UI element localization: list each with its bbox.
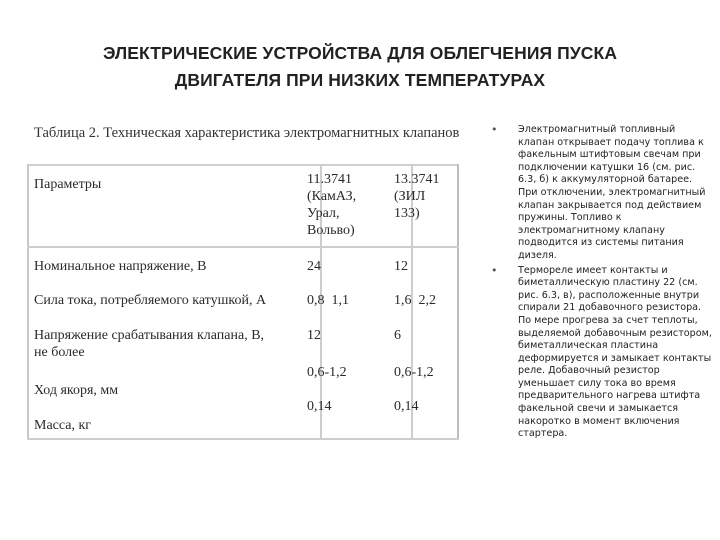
row-voltage-param: Номинальное напряжение, В xyxy=(34,259,207,274)
row-current-param: Сила тока, потребляемого катушкой, А xyxy=(34,293,267,308)
bullet-list xyxy=(488,124,713,443)
header-model-1-line: Вольво) xyxy=(307,223,355,238)
row-voltage-v1: 24 xyxy=(307,259,321,274)
row-trigger-param-line: не более xyxy=(34,345,85,360)
row-trigger-v1: 12 xyxy=(307,328,321,343)
header-model-1-line: 11.3741 xyxy=(307,172,352,187)
header-model-2 xyxy=(394,171,440,222)
row-trigger-param xyxy=(34,327,264,361)
table-right-edge xyxy=(457,164,459,440)
row-stroke-v2: 0,6-1,2 xyxy=(394,365,434,380)
bullet-item-fuel-valve xyxy=(488,124,713,263)
slide-title xyxy=(40,40,680,94)
row-voltage-v2: 12 xyxy=(394,259,408,274)
header-model-1-line: Урал, xyxy=(307,206,340,221)
table-caption: Таблица 2. Техническая характеристика электромагнитных клапанов xyxy=(34,125,460,141)
row-trigger-v2: 6 xyxy=(394,328,401,343)
bullet-text: Электромагнитный топливный клапан открывает подачу топлива к факельным штифтовым свечам при подключении катушки 16 (см. рис. 6.3, б) к аккумуляторной батарее. При отключении, электромагнитный клапан закрывается под действием пружины. Топливо к электромагнитному клапану подводится из системы питания дизеля. xyxy=(518,124,706,261)
row-stroke-v1: 0,6-1,2 xyxy=(307,365,347,380)
row-mass-v1: 0,14 xyxy=(307,399,332,414)
bullet-text: Термореле имеет контакты и биметаллическую пластину 22 (см. рис. 6.3, в), расположенные внутри спирали 21 добавочного резистора. По мере прогрева за счет теплоты, выделяемой добавочным резистором, биметаллическая пластина деформируется и замыкает контакты реле. Добавочный резистор уменьшает силу тока во время предварительного нагрева штифта факельной свечи и замыкается накоротко в момент включения стартера. xyxy=(518,264,712,440)
header-model-2-line: (ЗИЛ xyxy=(394,189,426,204)
row-trigger-param-line: Напряжение срабатывания клапана, В, xyxy=(34,328,265,343)
row-mass-v2: 0,14 xyxy=(394,399,419,414)
header-model-2-line: 13.3741 xyxy=(394,172,440,187)
bullet-dot: • xyxy=(491,263,498,277)
table-bottom-edge xyxy=(27,438,459,440)
table-header-divider xyxy=(27,246,459,248)
row-mass-param: Масса, кг xyxy=(34,418,92,433)
header-model-2-line: 133) xyxy=(394,206,420,221)
row-current-v2: 1,6 2,2 xyxy=(394,293,436,308)
slide-title-line-1: ЭЛЕКТРИЧЕСКИЕ УСТРОЙСТВА ДЛЯ ОБЛЕГЧЕНИЯ ПУСКА xyxy=(102,43,618,63)
header-model-1-line: (КамАЗ, xyxy=(307,189,357,204)
slide-title-line-2: ДВИГАТЕЛЯ ПРИ НИЗКИХ ТЕМПЕРАТУРАХ xyxy=(174,70,546,90)
bullet-dot: • xyxy=(491,123,498,136)
row-stroke-param: Ход якоря, мм xyxy=(34,383,119,398)
row-current-v1: 0,8 1,1 xyxy=(307,293,349,308)
bullet-item-thermorelay xyxy=(488,265,713,441)
header-param: Параметры xyxy=(34,177,102,192)
valve-spec-table xyxy=(27,124,459,440)
header-model-1 xyxy=(307,171,356,239)
